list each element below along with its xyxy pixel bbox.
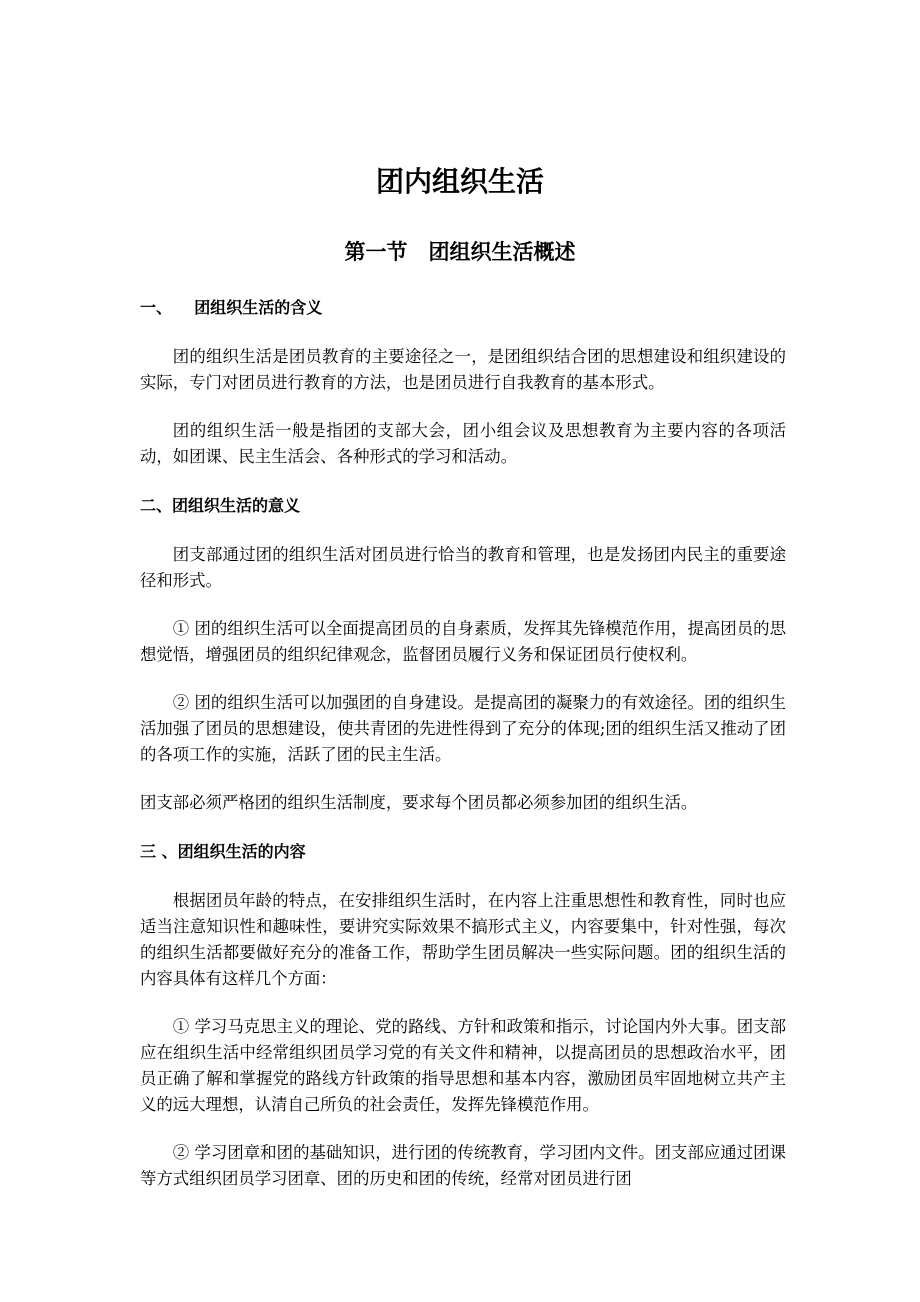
paragraph: ② 团的组织生活可以加强团的自身建设。是提高团的凝聚力的有效途径。团的组织生活加强了团员的思想建设，使共青团的先进性得到了充分的体现;团的组织生活又推动了团的各项工作的实施，活跃了团的民主生活。 [140,693,786,764]
heading-meaning: 一、 团组织生活的含义 [140,298,323,317]
paragraph: 根据团员年龄的特点，在安排组织生活时，在内容上注重思想性和教育性，同时也应适当注意知识性和趣味性，要讲究实际效果不搞形式主义，内容要集中，针对性强，每次的组织生活都要做好充分的准备工作，帮助学生团员解决一些实际问题。团的组织生活的内容具体有这样几个方面： [140,891,786,988]
document-body [140,294,786,1214]
heading-content: 三 、团组织生活的内容 [140,842,306,861]
paragraph: ① 学习马克思主义的理论、党的路线、方针和政策和指示，讨论国内外大事。团支部应在组织生活中经常组织团员学习党的有关文件和精神，以提高团员的思想政治水平，团员正确了解和掌握党的路线方针政策的指导思想和基本内容，激励团员牢固地树立共产主义的远大理想，认清自己所负的社会责任，发挥先锋模范作用。 [140,1017,786,1114]
heading-significance: 二、团组织生活的意义 [140,496,301,515]
paragraph: 团的组织生活一般是指团的支部大会，团小组会议及思想教育为主要内容的各项活动，如团课、民主生活会、各种形式的学习和活动。 [140,421,786,466]
section-title: 第一节 团组织生活概述 [344,240,576,264]
paragraph: ① 团的组织生活可以全面提高团员的自身素质，发挥其先锋模范作用，提高团员的思想觉悟，增强团员的组织纪律观念，监督团员履行义务和保证团员行使权利。 [140,619,786,664]
paragraph: 团支部通过团的组织生活对团员进行恰当的教育和管理，也是发扬团内民主的重要途径和形式。 [140,545,786,590]
document-title: 团内组织生活 [375,165,544,198]
paragraph: 团的组织生活是团员教育的主要途径之一，是团组织结合团的思想建设和组织建设的实际，专门对团员进行教育的方法，也是团员进行自我教育的基本形式。 [140,347,786,392]
paragraph: ② 学习团章和团的基础知识，进行团的传统教育，学习团内文件。团支部应通过团课等方式组织团员学习团章、团的历史和团的传统，经常对团员进行团 [140,1143,786,1188]
paragraph: 团支部必须严格团的组织生活制度，要求每个团员都必须参加团的组织生活。 [140,793,698,812]
